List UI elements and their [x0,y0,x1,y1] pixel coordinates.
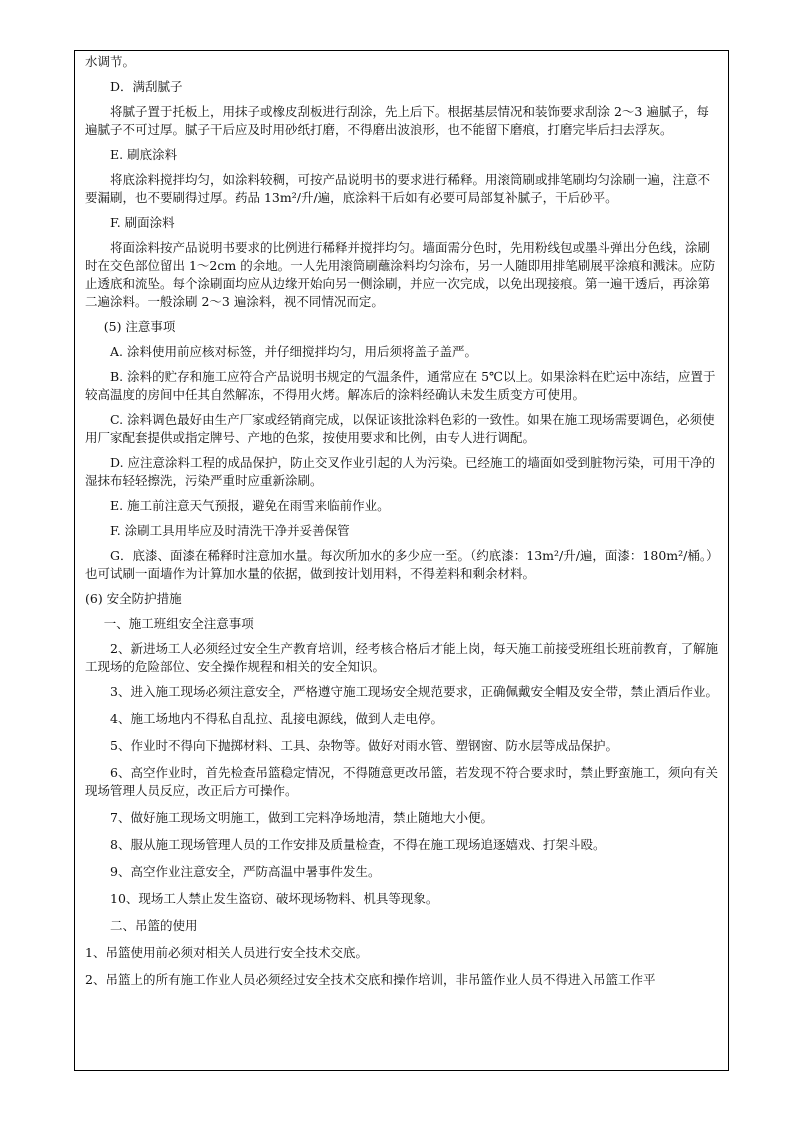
paragraph-putty: 将腻子置于托板上，用抹子或橡皮刮板进行刮涂，先上后下。根据基层情况和装饰要求刮涂 2～3 遍腻子，每遍腻子不可过厚。腻子干后应及时用砂纸打磨，不得磨出波浪形，也不能留下磨痕，打磨完毕后扫去浮灰。 [85,104,709,137]
heading-f-topcoat: F. 刷面涂料 [110,215,175,230]
note-g: G．底漆、面漆在稀释时注意加水量。每次所加水的多少应一至。（约底漆：13m²/升/遍，面漆：180m²/桶。）也可试刷一面墙作为计算加水量的依据，做到按计划用料，不得差料和剩余材料。 [85,548,719,581]
paragraph-topcoat: 将面涂料按产品说明书要求的比例进行稀释并搅拌均匀。墙面需分色时，先用粉线包或墨斗弹出分色线，涂刷时在交色部位留出 1～2cm 的余地。一人先用滚筒刷蘸涂料均匀涂布，另一人随即用排笔刷展平涂痕和溅沫。应防止透底和流坠。每个涂刷面均应从边缘开始向另一侧涂刷，并应一次完成，以免出现接痕。第一遍干透后，再涂第二遍涂料。一般涂刷 2～3 遍涂料，视不同情况而定。 [85,240,716,309]
document-body [85,53,720,989]
safety-item-7: 7、做好施工现场文明施工，做到工完料净场地清，禁止随地大小便。 [110,810,493,825]
heading-d-putty: D．满刮腻子 [110,79,183,94]
heading-team-safety: 一、施工班组安全注意事项 [103,616,254,631]
note-d: D. 应注意涂料工程的成品保护，防止交叉作业引起的人为污染。已经施工的墙面如受到脏物污染，可用干净的湿抹布轻轻擦洗，污染严重时应重新涂刷。 [85,455,716,488]
heading-safety: (6) 安全防护措施 [85,591,182,606]
paragraph-continuation: 水调节。 [85,54,136,69]
safety-item-3: 3、进入施工现场必须注意安全，严格遵守施工现场安全规范要求，正确佩戴安全帽及安全带，禁止酒后作业。 [110,684,718,699]
heading-notes: (5) 注意事项 [103,319,176,334]
safety-item-2: 2、新进场工人必须经过安全生产教育培训，经考核合格后才能上岗，每天施工前接受班组长班前教育，了解施工现场的危险部位、安全操作规程和相关的安全知识。 [85,641,718,674]
safety-item-6: 6、高空作业时，首先检查吊篮稳定情况，不得随意更改吊篮，若发现不符合要求时，禁止野蛮施工，须向有关现场管理人员反应，改正后方可操作。 [85,765,718,798]
safety-item-8: 8、服从施工现场管理人员的工作安排及质量检查，不得在施工现场追逐嬉戏、打架斗殴。 [110,837,606,852]
safety-item-10: 10、现场工人禁止发生盗窃、破坏现场物料、机具等现象。 [110,891,439,906]
paragraph-primer: 将底涂料搅拌均匀，如涂料较稠，可按产品说明书的要求进行稀释。用滚筒刷或排笔刷均匀涂刷一遍，注意不要漏刷，也不要刷得过厚。药品 13m²/升/遍，底涂料干后如有必要可局部复补腻子，干后砂平。 [85,172,711,205]
note-f: F. 涂刷工具用毕应及时清洗干净并妥善保管 [110,523,350,538]
note-e: E. 施工前注意天气预报，避免在雨雪来临前作业。 [110,498,390,513]
note-a: A. 涂料使用前应核对标签，并仔细搅拌均匀，用后须将盖子盖严。 [110,344,477,359]
safety-item-9: 9、高空作业注意安全，严防高温中暑事件发生。 [110,864,381,879]
note-b: B. 涂料的贮存和施工应符合产品说明书规定的气温条件，通常应在 5℃以上。如果涂料在贮运中冻结，应置于较高温度的房间中任其自然解冻，不得用火烤。解冻后的涂料经确认未发生质变方可使用。 [85,369,716,402]
safety-item-4: 4、施工场地内不得私自乱拉、乱接电源线，做到人走电停。 [110,711,443,726]
gondola-item-1: 1、吊篮使用前必须对相关人员进行安全技术交底。 [85,945,368,960]
gondola-item-2: 2、吊篮上的所有施工作业人员必须经过安全技术交底和操作培训，非吊篮作业人员不得进入吊篮工作平 [85,972,656,987]
document-frame [74,50,729,1071]
note-c: C. 涂料调色最好由生产厂家或经销商完成，以保证该批涂料色彩的一致性。如果在施工现场需要调色，必须使用厂家配套提供或指定牌号、产地的色浆，按使用要求和比例，由专人进行调配。 [85,412,715,445]
safety-item-5: 5、作业时不得向下抛掷材料、工具、杂物等。做好对雨水管、塑钢窗、防水层等成品保护。 [110,738,618,753]
heading-e-primer: E. 刷底涂料 [110,147,178,162]
heading-gondola: 二、吊篮的使用 [110,918,198,933]
